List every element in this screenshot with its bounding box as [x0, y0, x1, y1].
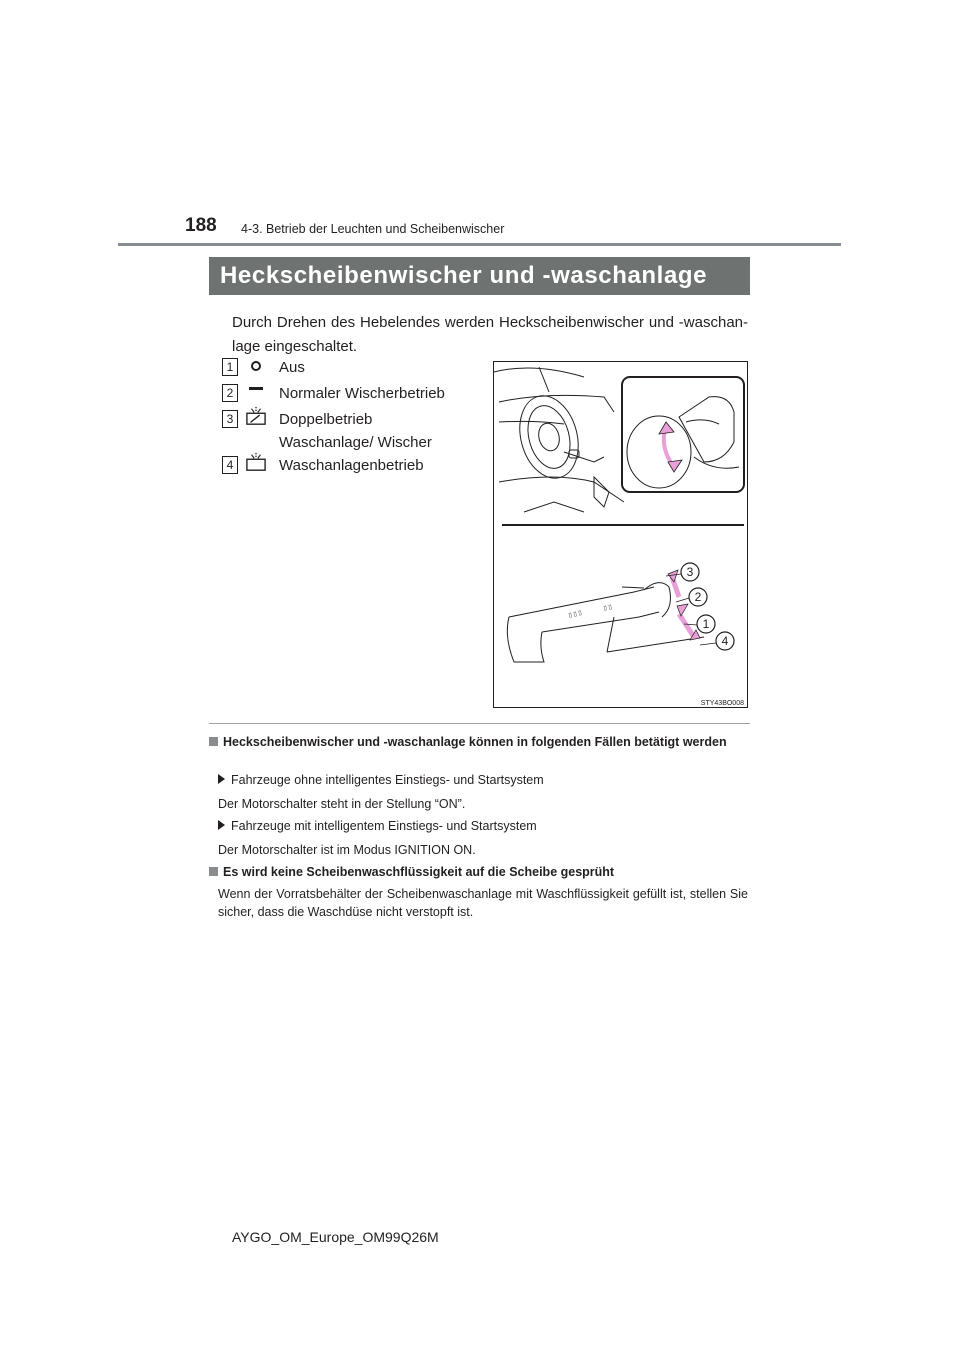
triangle-bullet-icon — [218, 820, 225, 830]
wiper-lever-illustration — [494, 362, 747, 707]
note-bullet: Fahrzeuge ohne intelligentes Einstiegs- und Startsystem — [218, 771, 748, 789]
note-text: Wenn der Vorratsbehälter der Scheibenwaschanlage mit Waschflüssigkeit gefüllt ist, stellen Sie sicher, dass die Waschdüse nicht verstopft ist. — [218, 887, 748, 919]
callout-1: 1 — [702, 617, 710, 631]
position-number-3: 3 — [222, 410, 238, 428]
note-text: Der Motorschalter ist im Modus IGNITION ON. — [218, 843, 476, 857]
washer-icon — [243, 452, 269, 472]
callout-4: 4 — [721, 634, 729, 648]
note-bullet: Fahrzeuge mit intelligentem Einstiegs- und Startsystem — [218, 817, 748, 835]
position-label-2: Normaler Wischerbetrieb — [279, 385, 445, 402]
svg-text:▯ ▯ ▯: ▯ ▯ ▯ — [568, 610, 583, 619]
document-id: AYGO_OM_Europe_OM99Q26M — [232, 1229, 439, 1245]
section-title: Heckscheibenwischer und -waschanlage — [209, 257, 750, 295]
note-text: Der Motorschalter steht in der Stellung “ON”. — [218, 797, 466, 811]
position-number-4: 4 — [222, 456, 238, 474]
note-heading-2: Es wird keine Scheibenwaschflüssigkeit auf die Scheibe gesprüht — [209, 863, 748, 881]
dash-normal-icon — [245, 380, 271, 400]
square-bullet-icon — [209, 867, 218, 876]
position-label-4: Waschanlagenbetrieb — [279, 457, 424, 474]
svg-text:▯ ▯: ▯ ▯ — [603, 604, 613, 612]
section-header: 4-3. Betrieb der Leuchten und Scheibenwischer — [241, 222, 505, 236]
washer-wiper-icon — [243, 406, 269, 426]
note-heading-1: Heckscheibenwischer und -waschanlage können in folgenden Fällen betätigt werden — [209, 733, 748, 751]
callout-2: 2 — [694, 590, 702, 604]
wiper-lever-figure — [493, 361, 748, 708]
page-number: 188 — [185, 215, 217, 236]
position-label-1: Aus — [279, 359, 305, 376]
notes-rule — [209, 723, 750, 724]
circle-off-icon — [245, 357, 271, 377]
intro-paragraph: Durch Drehen des Hebelendes werden Heckscheibenwischer und -waschan-lage eingeschaltet. — [232, 314, 748, 355]
square-bullet-icon — [209, 737, 218, 746]
figure-code: STY43BO008 — [700, 700, 744, 707]
header-rule — [118, 243, 841, 246]
position-number-2: 2 — [222, 384, 238, 402]
triangle-bullet-icon — [218, 774, 225, 784]
position-label-3: Doppelbetrieb Waschanlage/ Wischer — [279, 411, 432, 451]
callout-3: 3 — [686, 565, 694, 579]
position-number-1: 1 — [222, 358, 238, 376]
